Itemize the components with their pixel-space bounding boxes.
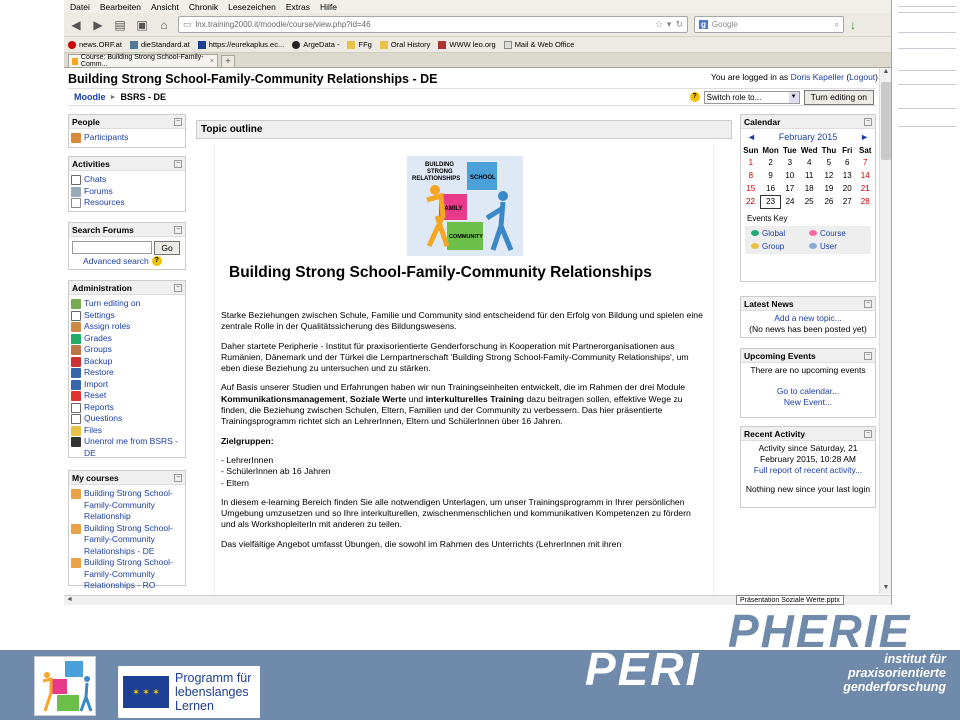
- calendar-day[interactable]: 22: [746, 197, 756, 206]
- scroll-left-icon[interactable]: ◄: [66, 596, 73, 603]
- peri-logo-text: PERI: [585, 643, 701, 695]
- moodle-page: [64, 68, 892, 598]
- paragraph: Auf Basis unserer Studien und Erfahrungen haben wir nun Trainingseinheiten entwickelt, die im Rahmen der drei Module Kommunikationsmanagement, Soziale Werte und interkulturelles Training dazu beitragen sollen, effektive Wege zu finden, die Beziehung zwischen Schulen, Eltern, Familien und der Community zu verbessern. Das hier präsentierte Trainingsprogramm richtet sich an LehrerInnen, Eltern und SchülerInnen über 16 Jahren.: [221, 382, 686, 427]
- url-bar[interactable]: [178, 16, 688, 33]
- calendar-day[interactable]: 18: [804, 184, 814, 193]
- new-event-link[interactable]: New Event...: [783, 397, 833, 407]
- browser-window: [64, 0, 892, 605]
- argedata-icon: [292, 41, 300, 49]
- bookmark-item[interactable]: ArgeData -: [292, 40, 339, 49]
- bookmark-item[interactable]: Oral History: [380, 40, 431, 49]
- institute-name: institut für praxisorientierte genderforschung: [843, 652, 946, 694]
- full-report-link[interactable]: Full report of recent activity...: [753, 465, 863, 475]
- calendar-day[interactable]: 17: [785, 184, 795, 193]
- bookmarks-bar: [64, 37, 891, 53]
- bookmark-item[interactable]: https://eurekaplus.ec...: [198, 40, 284, 49]
- collapse-icon[interactable]: −: [175, 225, 181, 233]
- course-logo: [407, 156, 523, 256]
- calendar-day[interactable]: 5: [826, 158, 832, 167]
- resource-icon: [71, 198, 81, 208]
- chats-link[interactable]: Chats: [71, 174, 183, 186]
- menu-help[interactable]: Hilfe: [319, 1, 337, 12]
- search-go-button[interactable]: Go: [154, 241, 180, 255]
- breadcrumb-current: BSRS - DE: [120, 92, 166, 102]
- forum-search-input[interactable]: [72, 241, 152, 254]
- events-key-user[interactable]: User: [809, 242, 865, 251]
- screenshot-icon[interactable]: ▣: [136, 17, 148, 32]
- calendar-day[interactable]: 16: [766, 183, 776, 193]
- navigation-bar: [68, 88, 876, 106]
- menu-history[interactable]: Chronik: [188, 1, 219, 12]
- collapse-icon[interactable]: −: [175, 159, 181, 167]
- calendar-day[interactable]: 20: [842, 184, 852, 193]
- decorative-strip: [892, 0, 960, 640]
- events-key-course[interactable]: Course: [809, 229, 865, 238]
- help-icon[interactable]: ?: [152, 256, 162, 266]
- settings-icon: [71, 311, 81, 321]
- course-link[interactable]: Building Strong School-Family-Community Relationship: [71, 488, 183, 523]
- admin-backup[interactable]: Backup: [71, 356, 183, 368]
- menu-file[interactable]: Datei: [70, 1, 90, 12]
- paragraph: Das vielfältige Angebot umfasst Übungen, die sowohl im Rahmen des Unterrichts (LehrerInnen mit ihren: [221, 538, 622, 549]
- search-box[interactable]: [694, 16, 844, 33]
- search-placeholder: Google: [711, 20, 738, 29]
- forward-icon[interactable]: ▶: [93, 17, 103, 32]
- svg-text:BUILDING: BUILDING: [425, 162, 454, 168]
- eye-icon: [751, 243, 759, 249]
- bookmark-item[interactable]: FFg: [347, 40, 371, 49]
- switch-role-select[interactable]: Switch role to... ▼: [704, 91, 800, 104]
- events-key-title: Events Key: [747, 213, 788, 223]
- calendar-day[interactable]: 10: [785, 171, 795, 180]
- reports-icon: [71, 403, 81, 413]
- bookmark-item[interactable]: news.ORF.at: [68, 40, 122, 49]
- course-link[interactable]: Building Strong School-Family-Community Relationships - RO: [71, 557, 183, 592]
- calendar-day[interactable]: 4: [806, 158, 812, 167]
- page-icon: ▭: [183, 19, 192, 29]
- topic-outline: [196, 120, 732, 598]
- people-block: People − Participants: [68, 114, 186, 148]
- next-month-icon[interactable]: ►: [860, 132, 869, 142]
- admin-settings[interactable]: Settings: [71, 310, 183, 322]
- calendar-day[interactable]: 7: [863, 158, 868, 167]
- print-icon[interactable]: ▤: [114, 17, 126, 32]
- import-icon: [71, 380, 81, 390]
- eye-icon: [751, 230, 759, 236]
- prev-month-icon[interactable]: ◄: [747, 132, 756, 142]
- new-tab-button[interactable]: +: [221, 55, 235, 67]
- calendar-day-today[interactable]: 23: [760, 195, 780, 208]
- leo-icon: [438, 41, 446, 49]
- calendar-day[interactable]: 9: [768, 171, 773, 180]
- chat-icon: [71, 175, 81, 185]
- admin-grades[interactable]: Grades: [71, 333, 183, 345]
- breadcrumb: [68, 92, 166, 102]
- unenrol-icon: [71, 437, 81, 447]
- breadcrumb-home[interactable]: Moodle: [74, 92, 106, 102]
- calendar-day[interactable]: 15: [746, 184, 756, 193]
- calendar-day[interactable]: 27: [842, 197, 852, 206]
- calendar-day[interactable]: 12: [824, 171, 834, 180]
- help-icon[interactable]: ?: [690, 92, 700, 102]
- star-icon[interactable]: ☆: [654, 19, 663, 29]
- reload-icon[interactable]: ↻: [675, 19, 683, 29]
- add-topic-link[interactable]: Add a new topic...: [774, 313, 842, 323]
- course-icon: [71, 558, 81, 568]
- calendar-day[interactable]: 11: [805, 171, 814, 180]
- calendar-day[interactable]: 24: [785, 197, 795, 206]
- login-info: You are logged in as Doris Kapeller (Logout): [710, 72, 878, 82]
- upcoming-events-block: Upcoming Events − There are no upcoming events Go to calendar... New Event...: [740, 348, 876, 418]
- calendar-day[interactable]: 26: [824, 197, 834, 206]
- nav-toolbar: [64, 13, 891, 37]
- browser-tab[interactable]: Course: Building Strong School-Family-Comm... ×: [68, 54, 218, 67]
- bookmark-item[interactable]: dieStandard.at: [130, 40, 190, 49]
- admin-reset[interactable]: Reset: [71, 390, 183, 402]
- collapse-icon[interactable]: −: [865, 117, 871, 125]
- search-icon[interactable]: ⌕: [834, 19, 839, 29]
- no-events-text: There are no upcoming events: [750, 365, 866, 375]
- calendar-day[interactable]: 13: [842, 171, 852, 180]
- back-icon[interactable]: ◀: [71, 17, 81, 32]
- search-forums-block: Search Forums − Go Advanced search ?: [68, 222, 186, 270]
- events-key-group[interactable]: Group: [751, 242, 807, 251]
- target-groups-heading: Zielgruppen:: [221, 435, 274, 446]
- folder-icon: [71, 426, 81, 436]
- events-key: [745, 226, 871, 254]
- calendar-month[interactable]: February 2015: [778, 132, 838, 142]
- day-header: Fri: [842, 146, 853, 155]
- participants-icon: [71, 133, 81, 143]
- day-header: Sat: [859, 146, 872, 155]
- admin-unenrol[interactable]: Unenrol me from BSRS - DE: [71, 436, 183, 459]
- scroll-down-icon[interactable]: ▼: [882, 584, 890, 591]
- topic-body: [214, 142, 714, 602]
- url-text: lnx.training2000.it/moodle/course/view.php?id=46: [195, 20, 371, 29]
- svg-text:SCHOOL: SCHOOL: [470, 175, 496, 181]
- calendar-grid: [741, 145, 874, 209]
- activity-since-text: Activity since Saturday, 21 February 2015, 10:28 AM: [758, 443, 858, 464]
- forums-link[interactable]: Forums: [71, 186, 183, 198]
- eu-programme-text: Programm für lebenslanges Lernen: [175, 671, 252, 713]
- menu-view[interactable]: Ansicht: [150, 1, 179, 12]
- dropdown-icon[interactable]: ▾: [666, 19, 672, 29]
- calendar-day[interactable]: 8: [748, 171, 754, 180]
- collapse-icon[interactable]: −: [865, 299, 871, 307]
- my-courses-block: My courses − Building Strong School-Family-Community Relationship Building Strong School-Family-Community Relationships - DE Building Strong School-Family-Community Relationships - RO: [68, 470, 186, 586]
- recent-activity-block: Recent Activity − Activity since Saturday, 21 February 2015, 10:28 AM Full report of recent activity... Nothing new since your last login: [740, 426, 876, 508]
- collapse-icon[interactable]: −: [175, 283, 181, 291]
- day-header: Tue: [782, 146, 797, 155]
- admin-assign-roles[interactable]: Assign roles: [71, 321, 183, 333]
- chevron-down-icon: ▼: [789, 92, 799, 103]
- latest-news-block: Latest News − Add a new topic... (No news has been posted yet): [740, 296, 876, 338]
- course-link[interactable]: Building Strong School-Family-Community Relationships - DE: [71, 523, 183, 558]
- download-icon[interactable]: ↓: [850, 17, 856, 32]
- moodle-icon: [72, 58, 78, 65]
- vertical-scrollbar[interactable]: [879, 68, 891, 594]
- calendar-day[interactable]: 3: [787, 158, 793, 167]
- calendar-day[interactable]: 14: [860, 171, 870, 180]
- folder-icon: [347, 41, 355, 49]
- day-header: Wed: [800, 146, 818, 155]
- turn-editing-on-button[interactable]: Turn editing on: [804, 90, 874, 105]
- status-tooltip: Präsentation Soziale Werte.pptx: [736, 595, 844, 605]
- course-title: Building Strong School-Family-Community Relationships: [229, 264, 652, 281]
- events-key-global[interactable]: Global: [751, 229, 807, 238]
- edit-icon: [71, 299, 81, 309]
- bookmark-item[interactable]: WWW leo.org: [438, 40, 495, 49]
- footer-course-logo: [34, 656, 96, 716]
- day-header: Mon: [762, 146, 779, 155]
- activities-block: Activities − Chats Forums Resources: [68, 156, 186, 212]
- course-icon: [71, 489, 81, 499]
- restore-icon: [71, 368, 81, 378]
- administration-block: Administration − Turn editing on Settings Assign roles Grades Groups Backup Restore Import Reset Reports Questions Files Unenrol me from BSRS - DE: [68, 280, 186, 458]
- calendar-day[interactable]: 1: [748, 158, 754, 167]
- tab-strip: [64, 53, 891, 68]
- admin-restore[interactable]: Restore: [71, 367, 183, 379]
- questions-icon: [71, 414, 81, 424]
- roles-icon: [71, 322, 81, 332]
- paragraph: Starke Beziehungen zwischen Schule, Familie und Community sind entscheidend für den Erfolg von Bildung und spielen eine zentrale Rolle in der Qualitätssicherung des Bildungswesens.: [221, 310, 703, 332]
- reset-icon: [71, 391, 81, 401]
- bookmark-item[interactable]: Mail & Web Office: [504, 40, 575, 49]
- admin-import[interactable]: Import: [71, 379, 183, 391]
- scroll-up-icon[interactable]: ▲: [882, 68, 890, 75]
- svg-text:STRONG: STRONG: [427, 169, 453, 175]
- user-link[interactable]: Doris Kapeller: [790, 72, 844, 82]
- course-description: [221, 310, 707, 558]
- resources-link[interactable]: Resources: [71, 197, 183, 209]
- calendar-block: Calendar − ◄ February 2015 ► Sun Mon Tue Wed Thu Fri Sat 1 2 3 4 5 6 7 8 9 10 11 12 13 14 15 16 17 18 19 20 21 22 23 24 25 26 27 28 Events Key Global Course Group User: [740, 114, 876, 282]
- mail-icon: [504, 41, 512, 49]
- forum-icon: [71, 187, 81, 197]
- calendar-day[interactable]: 19: [824, 184, 834, 193]
- home-icon[interactable]: ⌂: [160, 17, 168, 32]
- target-groups-list: - LehrerInnen - SchülerInnen ab 16 Jahren - Eltern: [221, 454, 331, 488]
- eye-icon: [809, 243, 817, 249]
- groups-icon: [71, 345, 81, 355]
- collapse-icon[interactable]: −: [865, 429, 871, 437]
- menu-edit[interactable]: Bearbeiten: [99, 1, 141, 12]
- grades-icon: [71, 334, 81, 344]
- close-tab-icon[interactable]: ×: [209, 57, 214, 65]
- folder-icon: [380, 41, 388, 49]
- admin-files[interactable]: Files: [71, 425, 183, 437]
- calendar-month-nav: [741, 129, 875, 145]
- advanced-search-link[interactable]: Advanced search ?: [69, 256, 185, 266]
- page-title: Building Strong School-Family-Community Relationships - DE: [68, 72, 438, 86]
- calendar-day[interactable]: 25: [804, 197, 814, 206]
- calendar-day[interactable]: 28: [860, 197, 870, 206]
- orf-icon: [68, 41, 76, 49]
- pherie-logo-text: PHERIE: [728, 605, 912, 657]
- nothing-new-text: Nothing new since your last login: [745, 484, 871, 494]
- goto-calendar-link[interactable]: Go to calendar...: [776, 386, 840, 396]
- menu-bar: [64, 0, 891, 13]
- logout-link[interactable]: Logout: [849, 72, 876, 82]
- menu-bookmarks[interactable]: Lesezeichen: [228, 1, 276, 12]
- google-icon: g: [701, 20, 706, 29]
- eu-programme-logo: [118, 666, 260, 718]
- topic-outline-header: Topic outline: [196, 120, 732, 139]
- calendar-day[interactable]: 21: [860, 184, 870, 193]
- admin-questions[interactable]: Questions: [71, 413, 183, 425]
- eye-icon: [809, 230, 817, 236]
- collapse-icon[interactable]: −: [175, 117, 181, 125]
- collapse-icon[interactable]: −: [865, 351, 871, 359]
- admin-groups[interactable]: Groups: [71, 344, 183, 356]
- admin-reports[interactable]: Reports: [71, 402, 183, 414]
- day-header: Thu: [821, 146, 837, 155]
- collapse-icon[interactable]: −: [175, 473, 181, 481]
- calendar-day[interactable]: 2: [768, 158, 773, 167]
- svg-text:RELATIONSHIPS: RELATIONSHIPS: [412, 176, 461, 182]
- eu-flag-icon: ✶ ✶ ✶: [123, 676, 169, 708]
- breadcrumb-separator: ►: [109, 93, 117, 101]
- scrollbar-thumb[interactable]: [881, 82, 891, 160]
- svg-text:COMMUNITY: COMMUNITY: [449, 234, 483, 240]
- admin-turn-editing[interactable]: Turn editing on: [71, 298, 183, 310]
- calendar-day[interactable]: 6: [845, 158, 850, 167]
- paragraph: In diesem e-learning Bereich finden Sie alle notwendigen Unterlagen, um unser Trainingsprogramm in Ihrer persönlichen Umgebung umzusetzen und so Ihre interkulturellen, zwischenmenschlichen und kommunikativen Kompetenzen zu fördern und als WorkshopleiterIn mit anderen zu teilen.: [221, 496, 691, 530]
- svg-text:FAMILY: FAMILY: [441, 206, 463, 212]
- day-header: Sun: [743, 146, 759, 155]
- course-icon: [71, 524, 81, 534]
- eu-icon: [198, 41, 206, 49]
- menu-extras[interactable]: Extras: [285, 1, 310, 12]
- standard-icon: [130, 41, 138, 49]
- backup-icon: [71, 357, 81, 367]
- no-news-text: (No news has been posted yet): [749, 324, 867, 334]
- paragraph: Daher startete Peripherie - Institut für praxisorientierte Genderforschung in Kooperation mit Partnerorganisationen aus Rumänien, Dänemark und der Türkei die Lernpartnerschaft 'Building Strong School-Family-Community Relationships', um eben diese Beziehung zu untersuchen und zu stärken.: [221, 340, 689, 374]
- participants-link[interactable]: Participants: [71, 132, 183, 144]
